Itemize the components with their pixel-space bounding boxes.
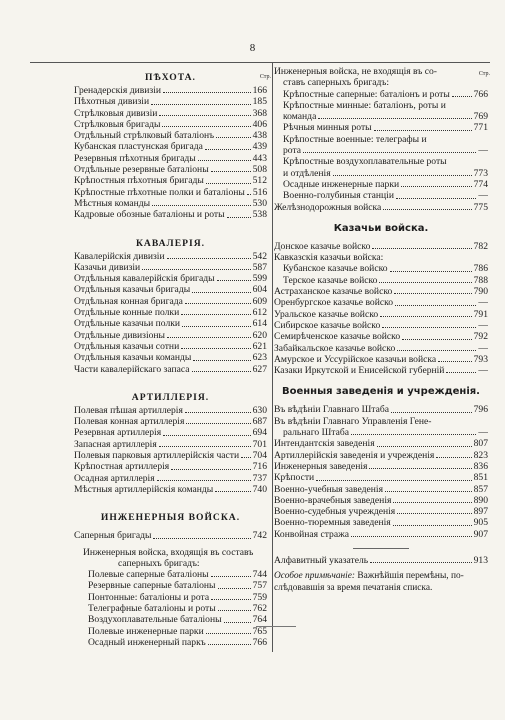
zavedeniya-list <box>274 438 488 540</box>
toc-entry: Полевые саперные баталіоны 744 <box>88 569 267 581</box>
toc-entry: Крѣпостные пѣхотные полки и баталіоны 516 <box>74 186 267 198</box>
toc-entry: Военно-врачебныя заведенія 890 <box>274 494 488 506</box>
toc-entry: Терское казачье войско 788 <box>283 274 488 286</box>
toc-entry: ральнаго Штаба — <box>283 427 488 439</box>
note-text: слѣдовавшія за время печатанія списка. <box>274 582 433 593</box>
toc-entry: Мѣстныя артиллерійскія команды 740 <box>74 483 267 495</box>
toc-entry: Отдѣльная конная бригада 609 <box>74 295 267 307</box>
note-text: Важнѣйшія перемѣны, по- <box>355 571 464 582</box>
kavaleriya-list <box>74 251 267 375</box>
entry-text: Крѣпостные военные: телеграфы и <box>283 133 427 145</box>
toc-entry: Астраханское казачье войско 790 <box>274 286 488 298</box>
toc-entry: команда 769 <box>283 111 488 123</box>
toc-entry: Военно-судебныя учрежденія 897 <box>274 506 488 518</box>
toc-entry: рота — <box>283 145 488 157</box>
toc-entry: Кубанское казачье войско 786 <box>283 263 488 275</box>
toc-entry: Военно-голубиныя станціи — <box>283 190 488 202</box>
toc-entry: Запасная артиллерія 701 <box>74 438 267 450</box>
toc-entry: Гренадерскія дивизіи 166 <box>74 85 267 96</box>
toc-entry: Осадный инженерный паркъ 766 <box>88 636 267 648</box>
toc-entry: Резервныя пѣхотныя бригады 443 <box>74 152 267 164</box>
toc-entry: Полевыя парковыя артиллерійскія части 704 <box>74 450 267 462</box>
kazachi-list <box>274 286 488 376</box>
toc-entry: Интендантскія заведенія 807 <box>274 438 488 450</box>
toc-entry: Мѣстныя команды 530 <box>74 197 267 209</box>
toc-entry-index: Алфавитный указатель 913 <box>274 554 488 566</box>
column-divider <box>272 62 273 652</box>
toc-entry: Кубанская пластунская бригада 439 <box>74 141 267 153</box>
toc-entry: Оренбургское казачье войско — <box>274 297 488 309</box>
subheading-text: Инженерныя войска, входящія въ составъ <box>83 546 254 558</box>
top-rule <box>30 62 490 63</box>
artilleriya-list <box>74 405 267 495</box>
toc-entry: Отдѣльныя казачьи сотни 621 <box>74 340 267 352</box>
toc-entry: и отдѣленія 773 <box>283 167 488 179</box>
toc-entry: Военно-учебныя заведенія 857 <box>274 483 488 495</box>
subheading-text: саперныхъ бригадъ: <box>118 557 200 569</box>
toc-entry: Полевая пѣшая артиллерія 630 <box>74 404 267 416</box>
note-prefix: Особое примѣчаніе: <box>274 571 356 582</box>
page-number: 8 <box>249 42 256 54</box>
inzhenernye-list <box>74 569 267 648</box>
toc-entry: Кадровые обозные баталіоны и роты 538 <box>74 209 267 221</box>
toc-entry: Конвойная стража 907 <box>274 528 488 540</box>
toc-entry: Семирѣченское казачье войско 792 <box>274 331 488 343</box>
toc-entry: Отдѣльныя казачьи команды 623 <box>74 352 267 364</box>
toc-entry: Уральское казачье войско 791 <box>274 308 488 320</box>
toc-entry: Резервная артиллерія 694 <box>74 427 267 439</box>
toc-entry: Инженерныя заведенія 836 <box>274 460 488 472</box>
toc-entry: Отдѣльные дивизіоны 620 <box>74 329 267 341</box>
toc-entry: Пѣхотныя дивизіи 185 <box>74 96 267 108</box>
toc-entry: Резервные саперные баталіоны 757 <box>88 580 267 592</box>
bottom-rule <box>256 626 296 627</box>
section-heading-kavaleriya: КАВАЛЕРІЯ. <box>135 237 206 249</box>
toc-entry: Отдѣльные резервные баталіоны 508 <box>74 164 267 176</box>
subheading-text: ставъ саперныхъ бригадъ: <box>283 77 390 89</box>
section-heading-pekhota: ПѢХОТА. <box>145 72 196 83</box>
toc-entry: Саперныя бригады 742 <box>74 530 267 542</box>
toc-entry: Воздухоплавательные баталіоны 764 <box>88 614 267 626</box>
section-heading-kazachi: Казачьи войска. <box>333 222 429 234</box>
toc-entry: Осадная артиллерія 737 <box>74 472 267 484</box>
entry-text: Крѣпостные воздухоплавательные роты <box>283 156 447 168</box>
toc-entry: Крѣпостная артиллерія 716 <box>74 461 267 473</box>
toc-entry: Артиллерійскія заведенія и учрежденія 823 <box>274 449 488 461</box>
toc-entry: Отдѣльныя казачьи бригады 604 <box>74 284 267 296</box>
toc-entry: Стрѣлковыя бригады 406 <box>74 118 267 130</box>
special-note <box>274 571 488 594</box>
subheading-text: Инженерныя войска, не входящія въ со- Стр. <box>274 66 488 77</box>
section-heading-zavedeniya: Военныя заведенія и учрежденія. <box>282 386 480 398</box>
toc-entry: Полевые инженерные парки 765 <box>88 625 267 637</box>
toc-entry: Крѣпостные саперные: баталіонъ и роты 766 <box>283 88 488 100</box>
toc-entry: Рѣчныя минныя роты 771 <box>283 122 488 134</box>
right-column <box>274 66 488 594</box>
toc-entry: Амурское и Уссурійское казачьи войска 793 <box>274 353 488 365</box>
entry-text: Крѣпостные минные: баталіонъ, роты и <box>283 99 446 111</box>
toc-entry: Крѣпости 851 <box>274 472 488 484</box>
toc-entry: Осадные инженерные парки 774 <box>283 178 488 190</box>
toc-entry: Отдѣльный стрѣлковый баталіонъ 438 <box>74 130 267 142</box>
toc-entry: Кавалерійскія дивизіи 542 <box>74 250 267 262</box>
toc-entry: Стрѣлковыя дивизіи 368 <box>74 107 267 119</box>
entry-text: Въ вѣдѣніи Главнаго Управленія Гене- <box>274 415 432 427</box>
toc-entry: Сибирское казачье войско — <box>274 319 488 331</box>
toc-entry: Полевая конная артиллерія 687 <box>74 416 267 428</box>
left-column <box>74 66 271 648</box>
toc-entry: Донское казачье войско 782 <box>274 240 488 252</box>
section-heading-inzhenernye: ИНЖЕНЕРНЫЯ ВОЙСКА. <box>100 512 241 524</box>
toc-entry: Отдѣльные конные полки 612 <box>74 307 267 319</box>
toc-entry: Желѣзнодорожныя войска 775 <box>274 201 488 213</box>
toc-entry: Казаки Иркутской и Енисейской губерній — <box>274 365 488 377</box>
page-caption: Стр. <box>478 71 490 77</box>
toc-entry: Понтонные: баталіоны и рота 759 <box>88 591 267 603</box>
pekhota-list <box>74 85 267 221</box>
page-caption: Стр. <box>259 74 271 80</box>
divider-rule <box>353 548 409 549</box>
toc-entry: Въ вѣдѣніи Главнаго Штаба 796 <box>274 404 488 416</box>
toc-entry: Казачьи дивизіи 587 <box>74 261 267 273</box>
toc-entry: Забайкальское казачье войско — <box>274 342 488 354</box>
toc-entry: Военно-тюремныя заведенія 905 <box>274 517 488 529</box>
toc-entry: Отдѣльныя кавалерійскія бригады 599 <box>74 273 267 285</box>
section-heading-artilleriya: АРТИЛЛЕРІЯ. <box>131 391 210 403</box>
entry-text: Кавказскія казачьи войска: <box>274 252 384 264</box>
toc-entry: Отдѣльные казачьи полки 614 <box>74 318 267 330</box>
toc-entry: Крѣпостныя пѣхотныя бригады 512 <box>74 175 267 187</box>
toc-entry: Телеграфные баталіоны и роты 762 <box>88 602 267 614</box>
toc-entry: Части кавалерійскаго запаса 627 <box>74 363 267 375</box>
